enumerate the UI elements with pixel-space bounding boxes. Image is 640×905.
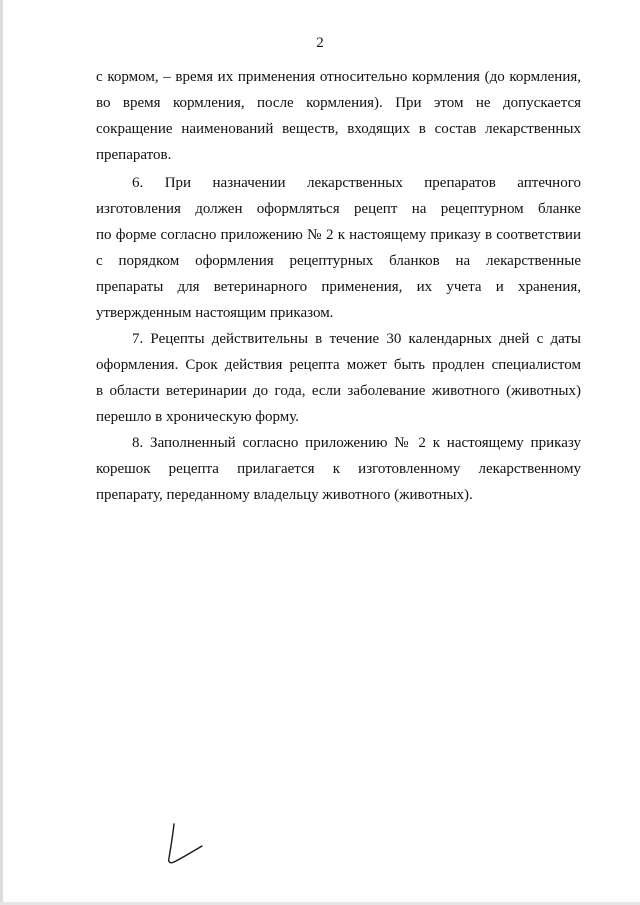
text-line: 6. При назначении лекарственных препаратов аптечного xyxy=(132,175,581,191)
page-number: 2 xyxy=(316,35,324,51)
text-line: по форме согласно приложению № 2 к настоящему приказу в соответствии xyxy=(96,227,581,243)
text-line: препаратов. xyxy=(96,147,172,163)
text-line: корешок рецепта прилагается к изготовленному лекарственному xyxy=(96,461,581,477)
text-line: 7. Рецепты действительны в течение 30 календарных дней с даты xyxy=(132,331,581,347)
text-line: оформления. Срок действия рецепта может быть продлен специалистом xyxy=(96,357,581,373)
text-line: изготовления должен оформляться рецепт на рецептурном бланке xyxy=(96,201,581,217)
text-line: перешло в хроническую форму. xyxy=(96,409,300,425)
scan-edge-left xyxy=(0,0,3,905)
text-line: 8. Заполненный согласно приложению № 2 к настоящему приказу xyxy=(132,435,581,451)
text-line: в области ветеринарии до года, если заболевание животного (животных) xyxy=(96,383,581,399)
text-line: с порядком оформления рецептурных бланков на лекарственные xyxy=(96,253,581,269)
text-line: с кормом, – время их применения относительно кормления (до кормления, xyxy=(96,69,581,85)
text-line: препараты для ветеринарного применения, их учета и хранения, xyxy=(96,279,581,295)
paragraph-6 xyxy=(96,170,581,326)
paragraph-8 xyxy=(96,430,581,508)
text-line: препарату, переданному владельцу животного (животных). xyxy=(96,487,473,503)
paragraph-7 xyxy=(96,326,581,430)
text-line: утвержденным настоящим приказом. xyxy=(96,305,334,321)
text-line: сокращение наименований веществ, входящих в состав лекарственных xyxy=(96,121,581,137)
paragraph-continuation xyxy=(96,64,581,168)
text-line: во время кормления, после кормления). При этом не допускается xyxy=(96,95,581,111)
handwritten-mark xyxy=(160,820,210,870)
